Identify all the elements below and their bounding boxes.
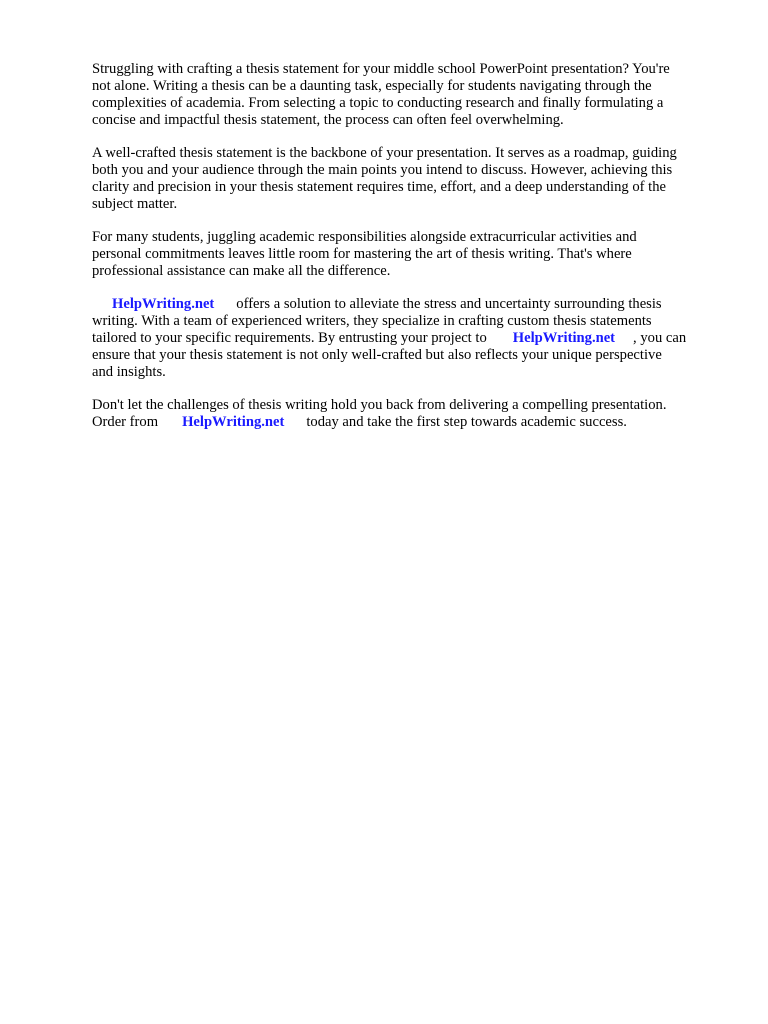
text-line: professional assistance can make all the difference.	[92, 263, 391, 279]
text-line: ensure that your thesis statement is not only well-crafted but also reflects your unique perspective	[92, 347, 662, 363]
text-line	[92, 330, 728, 347]
paragraph-intro	[92, 61, 728, 129]
text-line: A well-crafted thesis statement is the backbone of your presentation. It serves as a roadmap, guiding	[92, 145, 677, 161]
text-line	[92, 414, 728, 431]
text-line: Don't let the challenges of thesis writing hold you back from delivering a compelling presentation.	[92, 397, 667, 413]
text-segment: tailored to your specific requirements. By entrusting your project to	[92, 330, 487, 346]
text-line: both you and your audience through the main points you intend to discuss. However, achieving this	[92, 162, 673, 178]
text-line: not alone. Writing a thesis can be a daunting task, especially for students navigating through the	[92, 78, 652, 94]
paragraph-call-to-action	[92, 397, 728, 431]
paragraph-backbone	[92, 145, 728, 213]
document-body	[92, 61, 728, 447]
text-segment: Order from	[92, 414, 159, 430]
text-line: personal commitments leaves little room for mastering the art of thesis writing. That's where	[92, 246, 632, 262]
text-line: concise and impactful thesis statement, the process can often feel overwhelming.	[92, 112, 564, 128]
text-line: For many students, juggling academic responsibilities alongside extracurricular activities and	[92, 229, 637, 245]
text-segment: today and take the first step towards academic success.	[306, 414, 627, 430]
helpwriting-link[interactable]: HelpWriting.net	[182, 414, 285, 430]
text-line: writing. With a team of experienced writers, they specialize in crafting custom thesis statements	[92, 313, 652, 329]
helpwriting-link[interactable]: HelpWriting.net	[112, 296, 215, 312]
text-line: Struggling with crafting a thesis statement for your middle school PowerPoint presentation? You're	[92, 61, 670, 77]
text-line: subject matter.	[92, 196, 178, 212]
text-line: clarity and precision in your thesis statement requires time, effort, and a deep understanding of the	[92, 179, 666, 195]
text-segment: , you can	[633, 330, 687, 346]
text-line	[92, 296, 728, 313]
text-line: complexities of academia. From selecting a topic to conducting research and finally formulating a	[92, 95, 664, 111]
paragraph-solution	[92, 296, 728, 381]
text-line: and insights.	[92, 364, 166, 380]
text-segment: offers a solution to alleviate the stress and uncertainty surrounding thesis	[236, 296, 662, 312]
paragraph-students	[92, 229, 728, 280]
helpwriting-link[interactable]: HelpWriting.net	[512, 330, 616, 346]
